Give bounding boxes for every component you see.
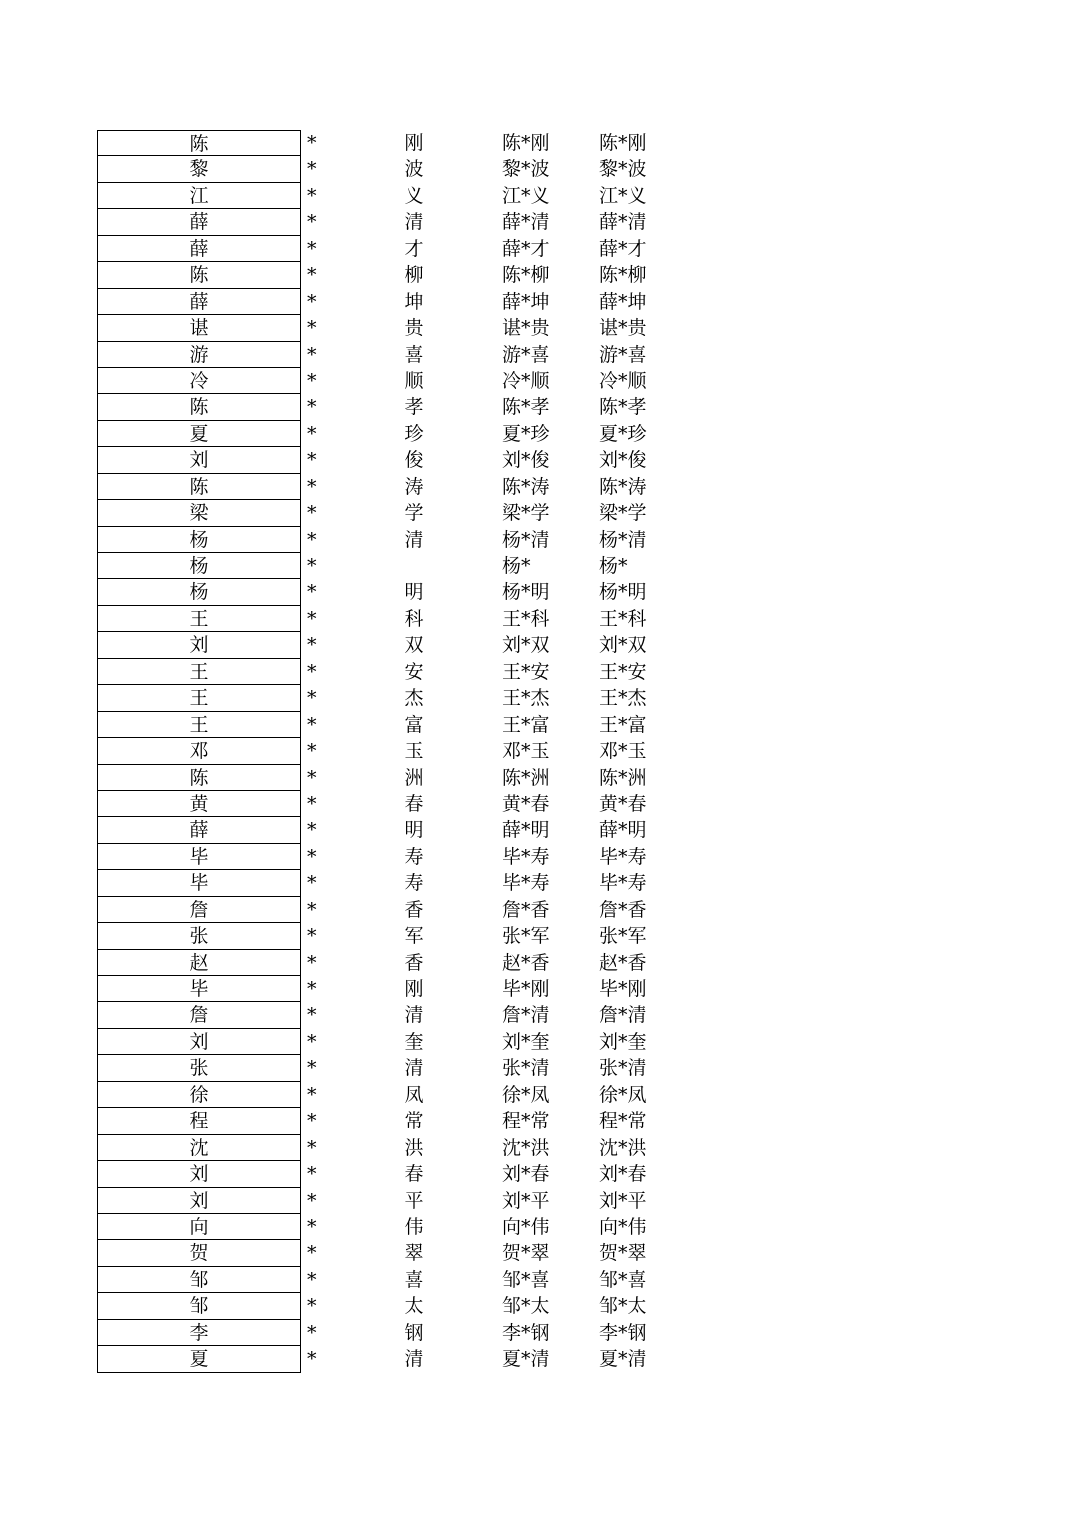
table-row: [97, 1214, 717, 1240]
given-name-cell[interactable]: 钢: [404, 1321, 424, 1344]
given-name-cell[interactable]: 香: [404, 898, 424, 921]
masked-name-copy-cell[interactable]: 李*钢: [599, 1321, 647, 1344]
masked-name-cell[interactable]: 张*清: [502, 1057, 550, 1080]
masked-name-copy-cell[interactable]: 陈*孝: [599, 396, 647, 419]
mask-cell[interactable]: *: [307, 317, 317, 340]
table-row: [97, 632, 717, 658]
given-name-cell[interactable]: 清: [404, 1057, 424, 1080]
surname-cell[interactable]: 徐: [97, 1082, 301, 1108]
masked-name-copy-cell[interactable]: 沈*洪: [599, 1136, 647, 1159]
surname-cell[interactable]: 杨: [97, 553, 301, 579]
table-row: [97, 1188, 717, 1214]
table-row: [97, 342, 717, 368]
masked-name-cell[interactable]: 张*军: [502, 925, 550, 948]
mask-cell[interactable]: *: [307, 1136, 317, 1159]
masked-name-copy-cell[interactable]: 陈*刚: [599, 132, 647, 154]
table-row: [97, 289, 717, 315]
surname-cell[interactable]: 黎: [97, 156, 301, 182]
masked-name-cell[interactable]: 薛*才: [502, 237, 550, 260]
masked-name-cell[interactable]: 刘*俊: [502, 449, 550, 472]
table-row: [97, 1029, 717, 1055]
masked-name-cell[interactable]: 刘*奎: [502, 1030, 550, 1053]
mask-cell[interactable]: *: [307, 792, 317, 815]
surname-cell[interactable]: 詹: [97, 897, 301, 923]
masked-name-cell[interactable]: 陈*涛: [502, 475, 550, 498]
masked-name-cell[interactable]: 黄*春: [502, 792, 550, 815]
masked-name-copy-cell[interactable]: 杨*: [599, 555, 628, 577]
surname-cell[interactable]: 向: [97, 1214, 301, 1240]
table-row: [97, 156, 717, 182]
given-name-cell[interactable]: 柳: [404, 264, 424, 287]
surname-cell[interactable]: 毕: [97, 844, 301, 870]
given-name-cell[interactable]: 学: [404, 502, 424, 525]
given-name-cell[interactable]: 俊: [404, 449, 424, 472]
given-name-cell[interactable]: 清: [404, 1348, 424, 1371]
given-name-cell[interactable]: 坤: [404, 290, 424, 313]
given-name-cell[interactable]: 常: [404, 1110, 424, 1133]
surname-cell[interactable]: 冷: [97, 368, 301, 394]
masked-name-copy-cell[interactable]: 冷*顺: [599, 369, 647, 392]
masked-name-copy-cell[interactable]: 游*喜: [599, 343, 647, 366]
masked-name-copy-cell[interactable]: 梁*学: [599, 502, 647, 525]
masked-name-cell[interactable]: 毕*寿: [502, 872, 550, 895]
table-row: [97, 950, 717, 976]
given-name-cell[interactable]: 杰: [404, 687, 424, 710]
given-name-cell[interactable]: 孝: [404, 396, 424, 419]
surname-cell[interactable]: 薛: [97, 209, 301, 235]
surname-cell[interactable]: 毕: [97, 870, 301, 896]
surname-cell[interactable]: 梁: [97, 500, 301, 526]
given-name-cell[interactable]: 科: [404, 607, 424, 630]
surname-cell[interactable]: 邹: [97, 1293, 301, 1319]
masked-name-cell[interactable]: 冷*顺: [502, 369, 550, 392]
mask-cell[interactable]: *: [307, 1083, 317, 1106]
surname-cell[interactable]: 程: [97, 1108, 301, 1134]
given-name-cell[interactable]: 安: [404, 660, 424, 683]
surname-cell[interactable]: 邓: [97, 738, 301, 764]
table-row: [97, 606, 717, 632]
given-name-cell[interactable]: 春: [404, 1163, 424, 1186]
given-name-cell[interactable]: 清: [404, 1004, 424, 1027]
surname-cell[interactable]: 王: [97, 712, 301, 738]
table-row: [97, 527, 717, 553]
mask-cell[interactable]: *: [307, 951, 317, 974]
surname-cell[interactable]: 陈: [97, 130, 301, 156]
surname-cell[interactable]: 夏: [97, 1346, 301, 1372]
table-row: [97, 1320, 717, 1346]
masked-name-cell[interactable]: 邓*玉: [502, 740, 550, 763]
masked-name-cell[interactable]: 陈*柳: [502, 264, 550, 287]
table-row: [97, 262, 717, 288]
surname-cell[interactable]: 刘: [97, 447, 301, 473]
table-row: [97, 236, 717, 262]
surname-cell[interactable]: 刘: [97, 1161, 301, 1187]
given-name-cell[interactable]: 顺: [404, 369, 424, 392]
given-name-cell[interactable]: 寿: [404, 872, 424, 895]
masked-name-cell[interactable]: 向*伟: [502, 1215, 550, 1238]
surname-cell[interactable]: 邹: [97, 1267, 301, 1293]
masked-name-copy-cell[interactable]: 王*安: [599, 660, 647, 683]
masked-name-cell[interactable]: 王*杰: [502, 687, 550, 710]
table-row: [97, 1002, 717, 1028]
masked-name-copy-cell[interactable]: 毕*刚: [599, 978, 647, 1000]
mask-cell[interactable]: *: [307, 290, 317, 313]
given-name-cell[interactable]: 太: [404, 1295, 424, 1318]
masked-name-cell[interactable]: 薛*清: [502, 211, 550, 234]
mask-cell[interactable]: *: [307, 422, 317, 445]
mask-cell[interactable]: *: [307, 1321, 317, 1344]
mask-cell[interactable]: *: [307, 1295, 317, 1318]
table-row: [97, 712, 717, 738]
surname-cell[interactable]: 毕: [97, 976, 301, 1002]
given-name-cell[interactable]: 春: [404, 792, 424, 815]
given-name-cell[interactable]: 清: [404, 211, 424, 234]
masked-name-copy-cell[interactable]: 夏*珍: [599, 422, 647, 445]
given-name-cell[interactable]: 军: [404, 925, 424, 948]
surname-cell[interactable]: 江: [97, 183, 301, 209]
masked-name-cell[interactable]: 刘*平: [502, 1189, 550, 1212]
masked-name-cell[interactable]: 陈*洲: [502, 766, 550, 789]
mask-cell[interactable]: *: [307, 713, 317, 736]
masked-name-cell[interactable]: 杨*清: [502, 528, 550, 551]
given-name-cell[interactable]: 才: [404, 237, 424, 260]
table-row: [97, 579, 717, 605]
masked-name-cell[interactable]: 毕*刚: [502, 978, 550, 1000]
given-name-cell[interactable]: 刚: [404, 132, 424, 154]
table-row: [97, 1082, 717, 1108]
mask-cell[interactable]: *: [307, 898, 317, 921]
spreadsheet-table: [97, 130, 717, 1373]
surname-cell[interactable]: 薛: [97, 289, 301, 315]
surname-cell[interactable]: 游: [97, 342, 301, 368]
masked-name-copy-cell[interactable]: 毕*寿: [599, 845, 647, 868]
given-name-cell[interactable]: 明: [404, 819, 424, 842]
mask-cell[interactable]: *: [307, 264, 317, 287]
mask-cell[interactable]: *: [307, 475, 317, 498]
mask-cell[interactable]: *: [307, 740, 317, 763]
masked-name-cell[interactable]: 贺*翠: [502, 1242, 550, 1265]
given-name-cell[interactable]: 平: [404, 1189, 424, 1212]
surname-cell[interactable]: 王: [97, 606, 301, 632]
given-name-cell[interactable]: 洲: [404, 766, 424, 789]
surname-cell[interactable]: 王: [97, 659, 301, 685]
table-row: [97, 474, 717, 500]
given-name-cell[interactable]: 珍: [404, 422, 424, 445]
surname-cell[interactable]: 李: [97, 1320, 301, 1346]
table-row: [97, 976, 717, 1002]
masked-name-copy-cell[interactable]: 谌*贵: [599, 317, 647, 340]
table-row: [97, 130, 717, 156]
surname-cell[interactable]: 陈: [97, 765, 301, 791]
surname-cell[interactable]: 贺: [97, 1240, 301, 1266]
table-row: [97, 421, 717, 447]
given-name-cell[interactable]: 双: [404, 634, 424, 657]
surname-cell[interactable]: 陈: [97, 262, 301, 288]
masked-name-cell[interactable]: 沈*洪: [502, 1136, 550, 1159]
given-name-cell[interactable]: 洪: [404, 1136, 424, 1159]
table-row: [97, 183, 717, 209]
masked-name-cell[interactable]: 程*常: [502, 1110, 550, 1133]
masked-name-cell[interactable]: 刘*双: [502, 634, 550, 657]
table-row: [97, 500, 717, 526]
masked-name-copy-cell[interactable]: 刘*奎: [599, 1030, 647, 1053]
masked-name-copy-cell[interactable]: 刘*俊: [599, 449, 647, 472]
mask-cell[interactable]: *: [307, 634, 317, 657]
masked-name-copy-cell[interactable]: 黎*波: [599, 158, 647, 181]
masked-name-cell[interactable]: 邹*太: [502, 1295, 550, 1318]
mask-cell[interactable]: *: [307, 158, 317, 181]
table-row: [97, 553, 717, 579]
surname-cell[interactable]: 杨: [97, 527, 301, 553]
masked-name-copy-cell[interactable]: 江*义: [599, 184, 647, 207]
masked-name-copy-cell[interactable]: 张*军: [599, 925, 647, 948]
given-name-cell[interactable]: 波: [404, 158, 424, 181]
masked-name-copy-cell[interactable]: 毕*寿: [599, 872, 647, 895]
table-row: [97, 923, 717, 949]
masked-name-cell[interactable]: 江*义: [502, 184, 550, 207]
table-row: [97, 1293, 717, 1319]
masked-name-copy-cell[interactable]: 刘*春: [599, 1163, 647, 1186]
mask-cell[interactable]: *: [307, 581, 317, 604]
masked-name-cell[interactable]: 杨*明: [502, 581, 550, 604]
surname-cell[interactable]: 张: [97, 1055, 301, 1081]
table-row: [97, 1135, 717, 1161]
mask-cell[interactable]: *: [307, 1004, 317, 1027]
table-row: [97, 447, 717, 473]
mask-cell[interactable]: *: [307, 1110, 317, 1133]
masked-name-cell[interactable]: 詹*清: [502, 1004, 550, 1027]
table-row: [97, 738, 717, 764]
masked-name-copy-cell[interactable]: 陈*柳: [599, 264, 647, 287]
masked-name-copy-cell[interactable]: 詹*清: [599, 1004, 647, 1027]
table-row: [97, 1240, 717, 1266]
masked-name-cell[interactable]: 王*科: [502, 607, 550, 630]
table-row: [97, 659, 717, 685]
masked-name-copy-cell[interactable]: 杨*明: [599, 581, 647, 604]
surname-cell[interactable]: 陈: [97, 394, 301, 420]
given-name-cell[interactable]: 贵: [404, 317, 424, 340]
surname-cell[interactable]: 薛: [97, 236, 301, 262]
masked-name-copy-cell[interactable]: 邹*太: [599, 1295, 647, 1318]
mask-cell[interactable]: *: [307, 211, 317, 234]
mask-cell[interactable]: *: [307, 660, 317, 683]
masked-name-cell[interactable]: 黎*波: [502, 158, 550, 181]
table-row: [97, 897, 717, 923]
mask-cell[interactable]: *: [307, 1242, 317, 1265]
masked-name-copy-cell[interactable]: 王*杰: [599, 687, 647, 710]
given-name-cell[interactable]: 喜: [404, 1268, 424, 1291]
table-row: [97, 685, 717, 711]
mask-cell[interactable]: *: [307, 237, 317, 260]
masked-name-cell[interactable]: 谌*贵: [502, 317, 550, 340]
table-row: [97, 870, 717, 896]
given-name-cell[interactable]: 翠: [404, 1242, 424, 1265]
table-row: [97, 1346, 717, 1372]
masked-name-copy-cell[interactable]: 向*伟: [599, 1215, 647, 1238]
masked-name-cell[interactable]: 詹*香: [502, 898, 550, 921]
mask-cell[interactable]: *: [307, 1030, 317, 1053]
surname-cell[interactable]: 薛: [97, 817, 301, 843]
masked-name-cell[interactable]: 夏*清: [502, 1348, 550, 1371]
surname-cell[interactable]: 刘: [97, 632, 301, 658]
table-row: [97, 817, 717, 843]
given-name-cell[interactable]: 奎: [404, 1030, 424, 1053]
masked-name-copy-cell[interactable]: 邹*喜: [599, 1268, 647, 1291]
mask-cell[interactable]: *: [307, 1348, 317, 1371]
mask-cell[interactable]: *: [307, 845, 317, 868]
mask-cell[interactable]: *: [307, 978, 317, 1000]
table-row: [97, 844, 717, 870]
given-name-cell[interactable]: 义: [404, 184, 424, 207]
surname-cell[interactable]: 张: [97, 923, 301, 949]
masked-name-copy-cell[interactable]: 杨*清: [599, 528, 647, 551]
mask-cell[interactable]: *: [307, 555, 317, 577]
surname-cell[interactable]: 刘: [97, 1029, 301, 1055]
given-name-cell[interactable]: 明: [404, 581, 424, 604]
masked-name-cell[interactable]: 杨*: [502, 555, 531, 577]
masked-name-copy-cell[interactable]: 詹*香: [599, 898, 647, 921]
masked-name-cell[interactable]: 王*安: [502, 660, 550, 683]
table-row: [97, 791, 717, 817]
masked-name-cell[interactable]: 薛*坤: [502, 290, 550, 313]
masked-name-copy-cell[interactable]: 刘*双: [599, 634, 647, 657]
masked-name-copy-cell[interactable]: 王*富: [599, 713, 647, 736]
mask-cell[interactable]: *: [307, 687, 317, 710]
surname-cell[interactable]: 赵: [97, 950, 301, 976]
masked-name-copy-cell[interactable]: 张*清: [599, 1057, 647, 1080]
mask-cell[interactable]: *: [307, 449, 317, 472]
mask-cell[interactable]: *: [307, 184, 317, 207]
table-row: [97, 1161, 717, 1187]
table-row: [97, 209, 717, 235]
masked-name-cell[interactable]: 毕*寿: [502, 845, 550, 868]
masked-name-cell[interactable]: 夏*珍: [502, 422, 550, 445]
mask-cell[interactable]: *: [307, 528, 317, 551]
table-row: [97, 1055, 717, 1081]
mask-cell[interactable]: *: [307, 819, 317, 842]
mask-cell[interactable]: *: [307, 502, 317, 525]
mask-cell[interactable]: *: [307, 1215, 317, 1238]
surname-cell[interactable]: 詹: [97, 1002, 301, 1028]
mask-cell[interactable]: *: [307, 132, 317, 154]
masked-name-copy-cell[interactable]: 王*科: [599, 607, 647, 630]
masked-name-copy-cell[interactable]: 贺*翠: [599, 1242, 647, 1265]
masked-name-copy-cell[interactable]: 程*常: [599, 1110, 647, 1133]
table-row: [97, 1108, 717, 1134]
surname-cell[interactable]: 沈: [97, 1135, 301, 1161]
masked-name-copy-cell[interactable]: 薛*坤: [599, 290, 647, 313]
masked-name-copy-cell[interactable]: 邓*玉: [599, 740, 647, 763]
mask-cell[interactable]: *: [307, 343, 317, 366]
mask-cell[interactable]: *: [307, 1189, 317, 1212]
table-row: [97, 315, 717, 341]
given-name-cell[interactable]: 涛: [404, 475, 424, 498]
masked-name-cell[interactable]: 邹*喜: [502, 1268, 550, 1291]
surname-cell[interactable]: 王: [97, 685, 301, 711]
mask-cell[interactable]: *: [307, 925, 317, 948]
mask-cell[interactable]: *: [307, 369, 317, 392]
masked-name-copy-cell[interactable]: 薛*才: [599, 237, 647, 260]
mask-cell[interactable]: *: [307, 1268, 317, 1291]
masked-name-copy-cell[interactable]: 陈*涛: [599, 475, 647, 498]
mask-cell[interactable]: *: [307, 607, 317, 630]
masked-name-cell[interactable]: 陈*孝: [502, 396, 550, 419]
surname-cell[interactable]: 陈: [97, 474, 301, 500]
mask-cell[interactable]: *: [307, 396, 317, 419]
masked-name-copy-cell[interactable]: 赵*香: [599, 951, 647, 974]
masked-name-copy-cell[interactable]: 夏*清: [599, 1348, 647, 1371]
surname-cell[interactable]: 刘: [97, 1188, 301, 1214]
mask-cell[interactable]: *: [307, 872, 317, 895]
table-row: [97, 394, 717, 420]
surname-cell[interactable]: 谌: [97, 315, 301, 341]
masked-name-copy-cell[interactable]: 陈*洲: [599, 766, 647, 789]
given-name-cell[interactable]: 凤: [404, 1083, 424, 1106]
surname-cell[interactable]: 杨: [97, 579, 301, 605]
surname-cell[interactable]: 黄: [97, 791, 301, 817]
masked-name-cell[interactable]: 刘*春: [502, 1163, 550, 1186]
mask-cell[interactable]: *: [307, 1163, 317, 1186]
given-name-cell[interactable]: 伟: [404, 1215, 424, 1238]
table-row: [97, 765, 717, 791]
given-name-cell[interactable]: 玉: [404, 740, 424, 763]
given-name-cell[interactable]: 寿: [404, 845, 424, 868]
surname-cell[interactable]: 夏: [97, 421, 301, 447]
mask-cell[interactable]: *: [307, 1057, 317, 1080]
masked-name-cell[interactable]: 徐*凤: [502, 1083, 550, 1106]
given-name-cell[interactable]: 刚: [404, 978, 424, 1000]
masked-name-copy-cell[interactable]: 薛*清: [599, 211, 647, 234]
masked-name-copy-cell[interactable]: 刘*平: [599, 1189, 647, 1212]
masked-name-cell[interactable]: 王*富: [502, 713, 550, 736]
table-row: [97, 1267, 717, 1293]
masked-name-copy-cell[interactable]: 黄*春: [599, 792, 647, 815]
given-name-cell[interactable]: 清: [404, 528, 424, 551]
masked-name-copy-cell[interactable]: 徐*凤: [599, 1083, 647, 1106]
given-name-cell[interactable]: 富: [404, 713, 424, 736]
masked-name-cell[interactable]: 李*钢: [502, 1321, 550, 1344]
table-row: [97, 368, 717, 394]
given-name-cell[interactable]: 香: [404, 951, 424, 974]
masked-name-cell[interactable]: 薛*明: [502, 819, 550, 842]
masked-name-cell[interactable]: 游*喜: [502, 343, 550, 366]
masked-name-cell[interactable]: 陈*刚: [502, 132, 550, 154]
mask-cell[interactable]: *: [307, 766, 317, 789]
masked-name-cell[interactable]: 赵*香: [502, 951, 550, 974]
masked-name-cell[interactable]: 梁*学: [502, 502, 550, 525]
given-name-cell[interactable]: 喜: [404, 343, 424, 366]
masked-name-copy-cell[interactable]: 薛*明: [599, 819, 647, 842]
